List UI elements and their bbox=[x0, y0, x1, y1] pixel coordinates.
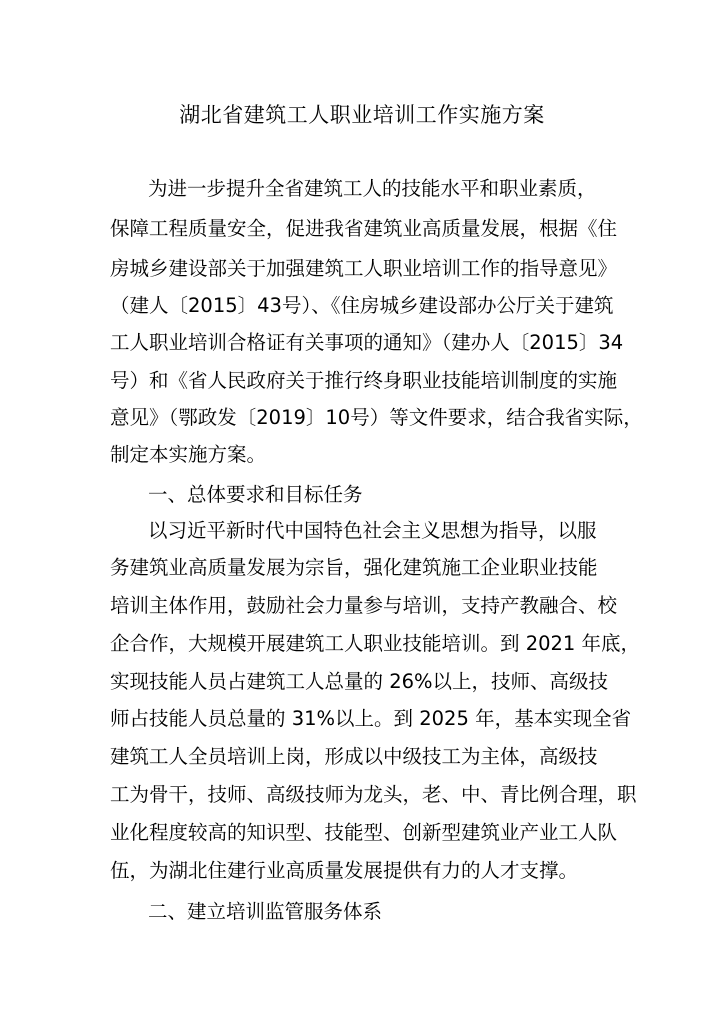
body-line: 实现技能人员占建筑工人总量的 26%以上，技师、高级技 bbox=[110, 670, 609, 693]
body-line: 企合作，大规模开展建筑工人职业技能培训。到 2021 年底， bbox=[110, 632, 641, 655]
body-line: 培训主体作用，鼓励社会力量参与培训，支持产教融合、校 bbox=[110, 594, 618, 617]
section-heading: 一、总体要求和目标任务 bbox=[148, 483, 363, 506]
body-line: 建筑工人全员培训上岗，形成以中级技工为主体，高级技 bbox=[110, 745, 598, 768]
body-line: 以习近平新时代中国特色社会主义思想为指导，以服 bbox=[148, 519, 597, 542]
document-title: 湖北省建筑工人职业培训工作实施方案 bbox=[179, 103, 545, 127]
body-line: 保障工程质量安全，促进我省建筑业高质量发展，根据《住 bbox=[110, 217, 618, 240]
body-line: 伍，为湖北住建行业高质量发展提供有力的人才支撑。 bbox=[110, 859, 579, 882]
body-line: 工为骨干，技师、高级技师为龙头，老、中、青比例合理，职 bbox=[110, 783, 637, 806]
body-line: 房城乡建设部关于加强建筑工人职业培训工作的指导意见》 bbox=[110, 257, 618, 280]
body-line: 工人职业培训合格证有关事项的通知》（建办人〔2015〕34 bbox=[110, 331, 624, 354]
body-line: 制定本实施方案。 bbox=[110, 443, 267, 466]
body-line: 意见》（鄂政发〔2019〕10号）等文件要求，结合我省实际， bbox=[110, 406, 643, 429]
body-line: 号）和《省人民政府关于推行终身职业技能培训制度的实施 bbox=[110, 369, 618, 392]
body-line: 业化程度较高的知识型、技能型、创新型建筑业产业工人队 bbox=[110, 821, 618, 844]
body-line: 为进一步提升全省建筑工人的技能水平和职业素质， bbox=[148, 177, 597, 200]
body-line: （建人〔2015〕43号）、《住房城乡建设部办公厅关于建筑 bbox=[110, 294, 614, 317]
body-line: 师占技能人员总量的 31%以上。到 2025 年，基本实现全省 bbox=[110, 707, 632, 730]
section-heading: 二、建立培训监管服务体系 bbox=[148, 900, 383, 923]
body-line: 务建筑业高质量发展为宗旨，强化建筑施工企业职业技能 bbox=[110, 556, 598, 579]
